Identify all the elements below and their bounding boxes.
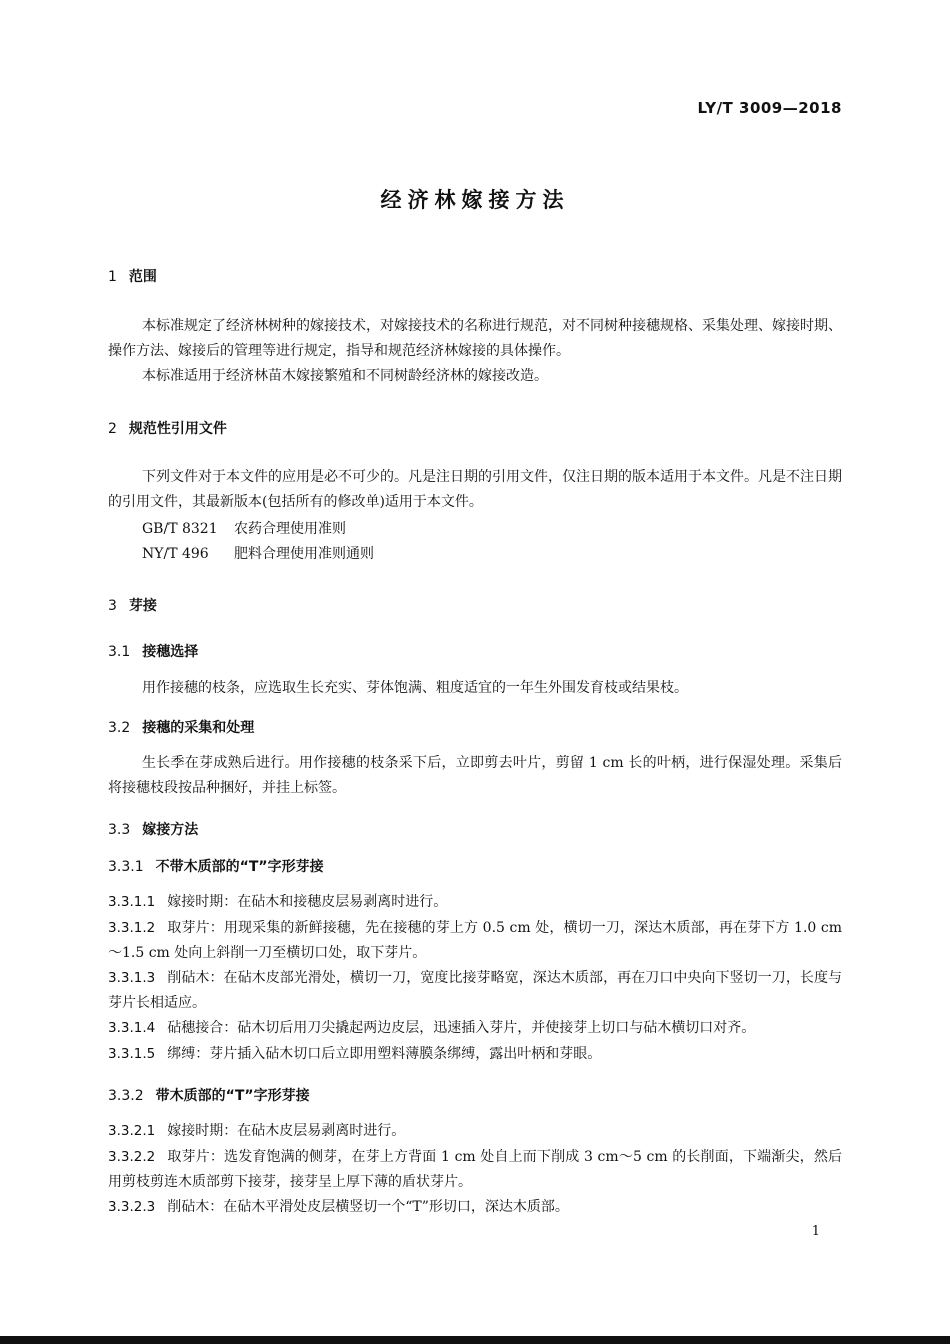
section-title: 规范性引用文件	[128, 421, 227, 437]
section-title: 范围	[128, 269, 157, 285]
section-1-paragraph-1: 本标准规定了经济林树种的嫁接技术，对嫁接技术的名称进行规范，对不同树种接穗规格、采集处理、嫁接时期、操作方法、嫁接后的管理等进行规定，指导和规范经济林嫁接的具体操作。	[108, 318, 842, 359]
clause-item-number: 3.3.1.3	[108, 970, 156, 986]
clause-number: 3.3.2	[108, 1088, 144, 1104]
section-number: 3	[108, 598, 117, 614]
reference-name: 肥料合理使用准则通则	[234, 546, 374, 562]
standard-number: LY/T 3009—2018	[697, 99, 842, 117]
clause-item-text: 削砧木：在砧木皮部光滑处，横切一刀，宽度比接芽略宽，深达木质部，再在刀口中央向下竖切一刀，长度与芽片长相适应。	[108, 970, 842, 1011]
scan-bottom-edge	[0, 1336, 950, 1344]
clause-item	[108, 1016, 842, 1041]
normative-reference	[142, 543, 374, 563]
subsection-3-3-heading	[108, 819, 198, 839]
subsection-3-2-text: 生长季在芽成熟后进行。用作接穗的枝条采下后，立即剪去叶片，剪留 1 cm 长的叶柄，进行保湿处理。采集后将接穗枝段按品种捆好，并挂上标签。	[108, 755, 842, 796]
normative-reference	[142, 518, 346, 538]
clause-item-text: 取芽片：选发育饱满的侧芽，在芽上方背面 1 cm 处自上而下削成 3 cm～5 cm 的长削面，下端渐尖，然后用剪枝剪连木质部剪下接芽，接芽呈上厚下薄的盾状芽片。	[108, 1149, 842, 1190]
clause-item-text: 绑缚：芽片插入砧木切口后立即用塑料薄膜条绑缚，露出叶柄和芽眼。	[167, 1046, 602, 1062]
section-3-heading	[108, 595, 157, 615]
subsection-3-2-heading	[108, 717, 254, 737]
clause-item	[108, 1042, 842, 1067]
reference-code: NY/T 496	[142, 546, 209, 562]
clause-item-text: 砧穗接合：砧木切后用刀尖撬起两边皮层，迅速插入芽片，并使接芽上切口与砧木横切口对齐。	[167, 1020, 756, 1036]
subsection-number: 3.2	[108, 720, 131, 736]
clause-number: 3.3.1	[108, 859, 144, 875]
subsection-title: 嫁接方法	[142, 822, 199, 838]
section-2-heading	[108, 418, 227, 438]
clause-item-text: 削砧木：在砧木平滑处皮层横竖切一个“T”形切口，深达木质部。	[167, 1199, 569, 1215]
clause-item-number: 3.3.2.2	[108, 1149, 156, 1165]
section-number: 1	[108, 269, 117, 285]
section-2-paragraph-1: 下列文件对于本文件的应用是必不可少的。凡是注日期的引用文件，仅注日期的版本适用于本文件。凡是不注日期的引用文件，其最新版本(包括所有的修改单)适用于本文件。	[108, 469, 842, 510]
clause-item	[108, 966, 842, 1016]
clause-item	[108, 916, 842, 966]
section-1-paragraph-2: 本标准适用于经济林苗木嫁接繁殖和不同树龄经济林的嫁接改造。	[142, 368, 548, 384]
page-number: 1	[811, 1224, 820, 1239]
clause-item	[108, 890, 842, 915]
clause-item	[108, 1145, 842, 1195]
clause-title: 不带木质部的“T”字形芽接	[155, 859, 324, 875]
clause-title: 带木质部的“T”字形芽接	[155, 1088, 310, 1104]
reference-code: GB/T 8321	[142, 521, 218, 537]
clause-item-text: 嫁接时期：在砧木皮层易剥离时进行。	[167, 1123, 406, 1139]
clause-item-text: 取芽片：用现采集的新鲜接穗，先在接穗的芽上方 0.5 cm 处，横切一刀，深达木质部，再在芽下方 1.0 cm～1.5 cm 处向上斜削一刀至横切口处，取下芽片。	[108, 920, 842, 961]
section-title: 芽接	[128, 598, 157, 614]
clause-item	[108, 1119, 842, 1144]
subsection-title: 接穗的采集和处理	[142, 720, 255, 736]
clause-item-text: 嫁接时期：在砧木和接穗皮层易剥离时进行。	[167, 894, 448, 910]
section-1-heading	[108, 266, 157, 286]
section-number: 2	[108, 421, 117, 437]
subsection-number: 3.1	[108, 644, 131, 660]
clause-item-number: 3.3.1.1	[108, 894, 156, 910]
clause-item-number: 3.3.2.3	[108, 1199, 156, 1215]
clause-3-3-2-heading	[108, 1085, 310, 1105]
reference-name: 农药合理使用准则	[234, 521, 346, 537]
subsection-number: 3.3	[108, 822, 131, 838]
clause-item	[108, 1195, 842, 1220]
subsection-3-1-text: 用作接穗的枝条，应选取生长充实、芽体饱满、粗度适宜的一年生外围发育枝或结果枝。	[142, 680, 688, 696]
clause-item-number: 3.3.1.4	[108, 1020, 156, 1036]
clause-3-3-1-heading	[108, 856, 324, 876]
subsection-title: 接穗选择	[142, 644, 199, 660]
clause-item-number: 3.3.2.1	[108, 1123, 156, 1139]
clause-item-number: 3.3.1.2	[108, 920, 156, 936]
document-title: 经济林嫁接方法	[380, 188, 570, 212]
clause-item-number: 3.3.1.5	[108, 1046, 156, 1062]
subsection-3-1-heading	[108, 641, 198, 661]
